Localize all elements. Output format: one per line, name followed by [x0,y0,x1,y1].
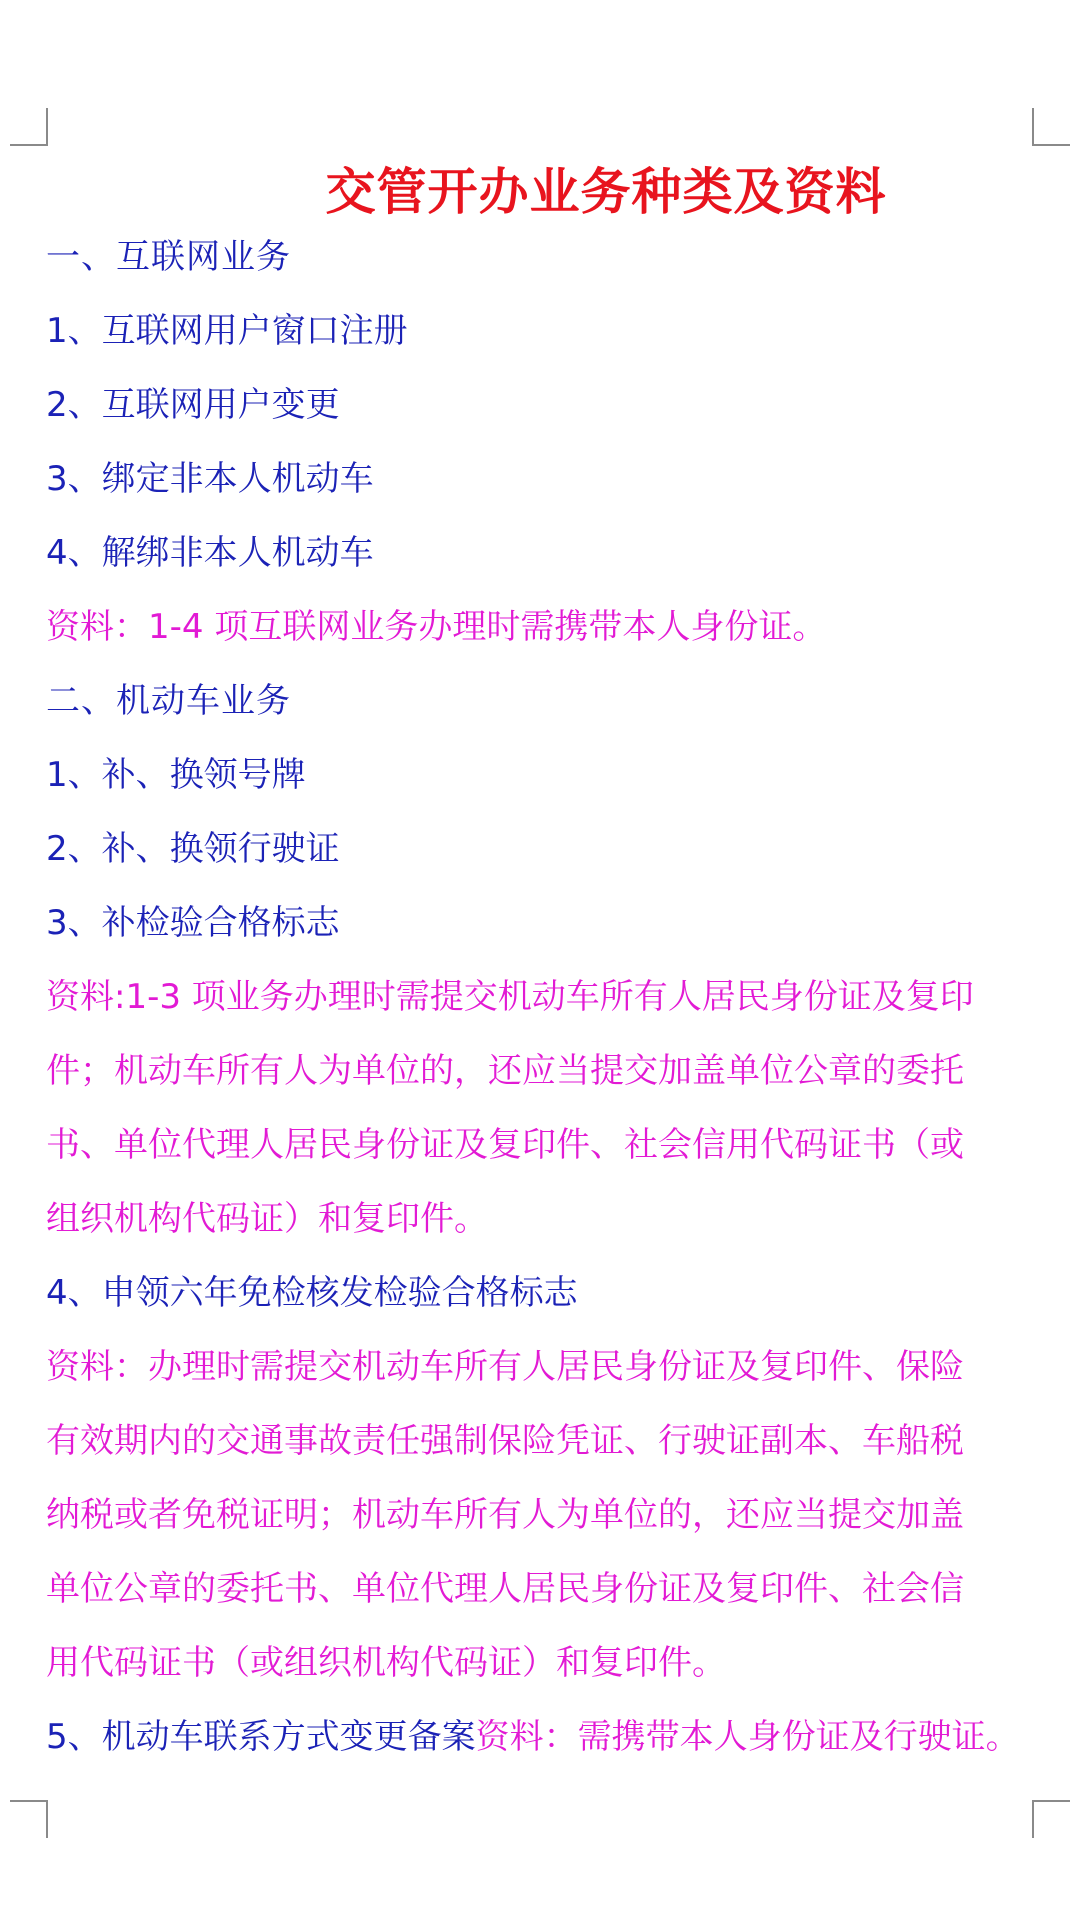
section-2-item-1: 1、补、换领号牌 [46,755,306,795]
section-1-item-2: 2、互联网用户变更 [46,385,340,425]
section-2-item-4: 4、申领六年免检核发检验合格标志 [46,1273,578,1313]
document-title: 交管开办业务种类及资料 [325,163,887,221]
section-1-item-1: 1、互联网用户窗口注册 [46,311,408,351]
section-1-material: 资料：1-4 项互联网业务办理时需携带本人身份证。 [46,607,827,647]
material-4-line-3: 纳税或者免税证明；机动车所有人为单位的，还应当提交加盖 [46,1495,964,1535]
section-2-item-2: 2、补、换领行驶证 [46,829,340,869]
material-4-line-1: 资料：办理时需提交机动车所有人居民身份证及复印件、保险 [46,1347,964,1387]
crop-mark-top-right [1032,108,1070,146]
item-5-line [46,1715,1020,1759]
crop-mark-bottom-left [10,1800,48,1838]
material-4-line-4: 单位公章的委托书、单位代理人居民身份证及复印件、社会信 [46,1569,964,1609]
material-1-3-line-1: 资料:1-3 项业务办理时需提交机动车所有人居民身份证及复印 [46,977,974,1017]
section-2-heading: 二、机动车业务 [46,681,291,721]
section-1-item-4: 4、解绑非本人机动车 [46,533,374,573]
section-2-item-3: 3、补检验合格标志 [46,903,340,943]
section-1-item-3: 3、绑定非本人机动车 [46,459,374,499]
material-4-line-5: 用代码证书（或组织机构代码证）和复印件。 [46,1643,726,1683]
material-1-3-line-3: 书、单位代理人居民身份证及复印件、社会信用代码证书（或 [46,1125,964,1165]
crop-mark-top-left [10,108,48,146]
section-2-material-5: 资料：需携带本人身份证及行驶证。 [475,1717,1020,1757]
section-2-item-5: 5、机动车联系方式变更备案 [46,1717,476,1757]
crop-mark-bottom-right [1032,1800,1070,1838]
material-1-3-line-4: 组织机构代码证）和复印件。 [46,1199,488,1239]
material-4-line-2: 有效期内的交通事故责任强制保险凭证、行驶证副本、车船税 [46,1421,964,1461]
section-1-heading: 一、互联网业务 [46,237,291,277]
material-1-3-line-2: 件；机动车所有人为单位的，还应当提交加盖单位公章的委托 [46,1051,964,1091]
